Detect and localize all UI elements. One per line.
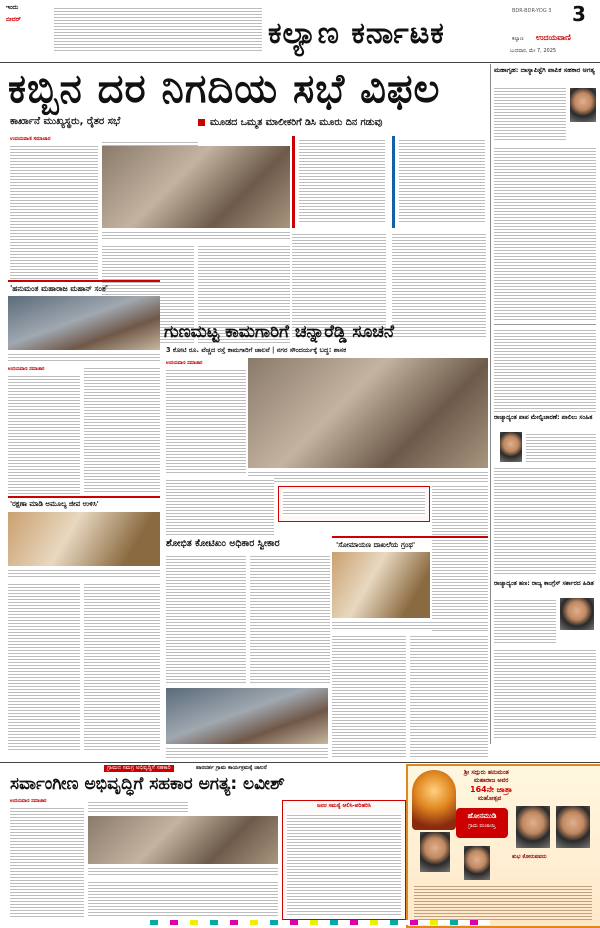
ad-line2: ಮಹಾರಾಜ ಅವರ — [474, 777, 509, 784]
rakshana-caption — [8, 568, 160, 578]
masthead-briefs — [54, 6, 262, 52]
bottom-text-2 — [88, 800, 188, 814]
lead-subhead-b: ಮೂಡದ ಒಮ್ಮತ ಮಾಲೀಕರಿಗೆ ಡಿಸಿ ಮೂರು ದಿನ ಗಡುವು — [210, 117, 383, 128]
somayana-rule — [332, 536, 488, 538]
hanumanta-text-1 — [8, 374, 80, 494]
ad-deity-image — [412, 770, 456, 830]
gunamatta-text-1 — [166, 368, 246, 474]
lead-photo — [102, 146, 290, 228]
bottom-photo — [88, 816, 278, 864]
shobhita-photo — [166, 688, 328, 744]
masthead-title: ಕಲ್ಯಾಣ ಕರ್ನಾಟಕ — [268, 16, 445, 51]
lead-headline: ಕಬ್ಬಿನ ದರ ನಿಗದಿಯ ಸಭೆ ವಿಫಲ — [8, 66, 441, 112]
right-col-text-5 — [494, 466, 596, 576]
bottom-box — [282, 800, 406, 920]
shobhita-text-1 — [166, 554, 246, 684]
right-col-text-7 — [494, 648, 596, 740]
edition-code: BDR-BDR-YDG 3 — [512, 8, 552, 14]
ad-badge-title: ಹೋನಮುಡಿ — [467, 812, 497, 820]
newspaper-name: ಉದಯವಾಣಿ — [536, 33, 571, 42]
masthead-left-tag: ಇಂದು — [6, 4, 19, 11]
gunamatta-quote-box — [278, 486, 430, 522]
right-col-text-6 — [494, 598, 556, 644]
ad-portrait-4 — [556, 806, 590, 848]
right-col-story3-headline: ರಾಜ್ಯಾದ್ಯಂತ ಹಣ: ರಾಜ್ಯ ಕಾಂಗ್ರೆಸ್ ಸರ್ಕಾರದ ಹಿಡಿತ — [494, 580, 594, 587]
hanumanta-headline: 'ಹನುಮಂತ ಮಹಾರಾಜ ಮಹಾನ್ ಸಂತ' — [10, 284, 109, 293]
right-col-text-4 — [526, 432, 596, 462]
shobhita-headline: ಶೋಭಿತ ಕೋಟಿಖಂ ಅಧಿಕಾರ ಸ್ವೀಕಾರ — [166, 538, 280, 549]
ad-line1: ಶ್ರೀ ಸದ್ಗುರು ಹನುಮಂತ — [464, 769, 509, 776]
bottom-rule — [0, 762, 600, 763]
ad-line4: ಮಹೋತ್ಸವ — [478, 795, 502, 802]
shobhita-text-2 — [250, 554, 330, 684]
lead-dateline: ಉದಯವಾಣಿ ಸಮಾಚಾರ — [10, 136, 51, 142]
rakshana-photo — [8, 512, 160, 566]
lead-quote-box-2 — [392, 136, 489, 228]
ad-names — [414, 884, 592, 920]
hanumanta-photo — [8, 296, 160, 350]
somayana-text-2 — [410, 634, 488, 758]
ad-portrait-2 — [464, 846, 490, 880]
right-col-text-3 — [494, 328, 596, 412]
edition-date: ಬುಧವಾರ, ಮೇ 7, 2025 — [510, 48, 557, 54]
gunamatta-photo — [248, 358, 488, 468]
print-color-bar — [150, 920, 490, 925]
right-col-text-1 — [494, 86, 566, 142]
right-col-portrait-2 — [500, 432, 522, 462]
right-col-portrait-3 — [560, 598, 594, 630]
masthead-sub-label: ಕಲ್ಯಾಣ — [512, 36, 524, 42]
gunamatta-text-2 — [166, 478, 274, 536]
gunamatta-text-3 — [432, 484, 488, 632]
jatra-ad — [406, 764, 600, 928]
right-col-divider — [490, 64, 491, 744]
masthead-rule — [0, 62, 600, 63]
lead-text-col1 — [10, 144, 98, 280]
rakshana-rule — [8, 496, 160, 498]
hanumanta-text-2 — [84, 366, 160, 494]
lead-photo-caption — [102, 230, 290, 240]
bottom-tag: ಗ್ರಾಮದ ಸಮಗ್ರ ಅಭಿವೃದ್ಧಿಗೆ ಸಹಕಾರಿ — [104, 765, 174, 772]
ad-portrait-main — [420, 832, 450, 872]
right-col-portrait-1 — [570, 88, 596, 122]
gunamatta-headline: ಗುಣಮಟ್ಟ ಕಾಮಗಾರಿಗೆ ಚನ್ನಾರೆಡ್ಡಿ ಸೂಚನೆ — [164, 322, 395, 342]
gunamatta-subhead: 3 ಕೋಟಿ ರೂ. ವೆಚ್ಚದ ರಸ್ತೆ ಕಾಮಗಾರಿಗೆ ಚಾಲನೆ | ನಗರ ಸೌಂದರ್ಯಕ್ಕೆ ಬದ್ಧ: ಶಾಸಕ — [166, 346, 347, 354]
somayana-caption — [332, 620, 488, 630]
right-col-headline: ಮಹಾಗೃಹ: ದಾಸ್ಯಾಪಿಸ್ಟೆಗಿ ಪಾಪಿಕ ಸಹಕಾರ ಅಗತ್ಯ — [494, 66, 595, 74]
ad-line3: 164ನೇ ಜಾತ್ರಾ — [470, 785, 513, 794]
somayana-headline: 'ಸೋಮಾಯಣ ದಾಖಲೆಯ ಗ್ರಂಥ' — [336, 540, 416, 549]
right-col-text-2 — [494, 146, 596, 322]
right-col-rule-1 — [494, 324, 596, 325]
ad-badge — [456, 808, 508, 838]
hanumanta-caption — [8, 352, 160, 362]
somayana-photo — [332, 552, 430, 618]
shobhita-caption — [166, 746, 328, 758]
lead-quote-box-1 — [292, 136, 389, 228]
separator-square-icon — [198, 119, 205, 126]
gunamatta-dateline: ಉದಯವಾಣಿ ಸಮಾಚಾರ — [166, 361, 203, 366]
right-col-story2-headline: ರಾಜ್ಯಾದ್ಯಂತ ಪಾಪ ಮೇಲ್ವಿಚಾರಣೆ: ಪಾಲಿಲು ಸಂಹಿತ — [494, 414, 593, 421]
bottom-headline: ಸರ್ವಾಂಗೀಣ ಅಭಿವೃದ್ಧಿಗೆ ಸಹಕಾರ ಅಗತ್ಯ: ಲವೀಶ್ — [10, 774, 285, 794]
rakshana-headline: 'ರಕ್ಷಣಾ ಮಾಡಿ ಅಮೂಲ್ಯ ಜೀವ ಉಳಿಸಿ' — [10, 500, 99, 508]
somayana-text-1 — [332, 634, 406, 758]
bottom-box-title: ಜನರ ಸಮಸ್ಯೆ ಆಲಿಸಿ-ಪರಿಹರಿಸಿ — [317, 803, 371, 809]
bottom-photo-caption — [88, 866, 278, 876]
gunamatta-caption — [248, 470, 488, 482]
ad-badge-sub: ಗ್ರಾಮ ಪಂಚಾಯ್ತಿ — [468, 823, 496, 829]
rakshana-text-2 — [84, 582, 160, 752]
ad-greet: ಶುಭ ಕೋರುವವರು — [512, 854, 547, 860]
bottom-dateline: ಉದಯವಾಣಿ ಸಮಾಚಾರ — [10, 799, 47, 804]
masthead-left-tag2: ಬೀದರ್ — [6, 16, 21, 23]
ad-portrait-3 — [516, 806, 550, 848]
page-number: 3 — [572, 2, 586, 26]
lead-subhead-a: ಕಾರ್ಖಾನೆ ಮುಖ್ಯಸ್ಥರು, ರೈತರ ಸಭೆ — [10, 116, 121, 127]
hanumanta-dateline: ಉದಯವಾಣಿ ಸಮಾಚಾರ — [8, 367, 45, 372]
rakshana-text-1 — [8, 582, 80, 752]
bottom-text-3 — [88, 880, 278, 918]
bottom-text-1 — [10, 806, 84, 918]
bottom-kicker: ಪಾರದರ್ಶ ಗ್ರಾಮ ಕಾರ್ಯಕ್ರಮಕ್ಕೆ ಚಾಲನೆ — [196, 765, 267, 771]
